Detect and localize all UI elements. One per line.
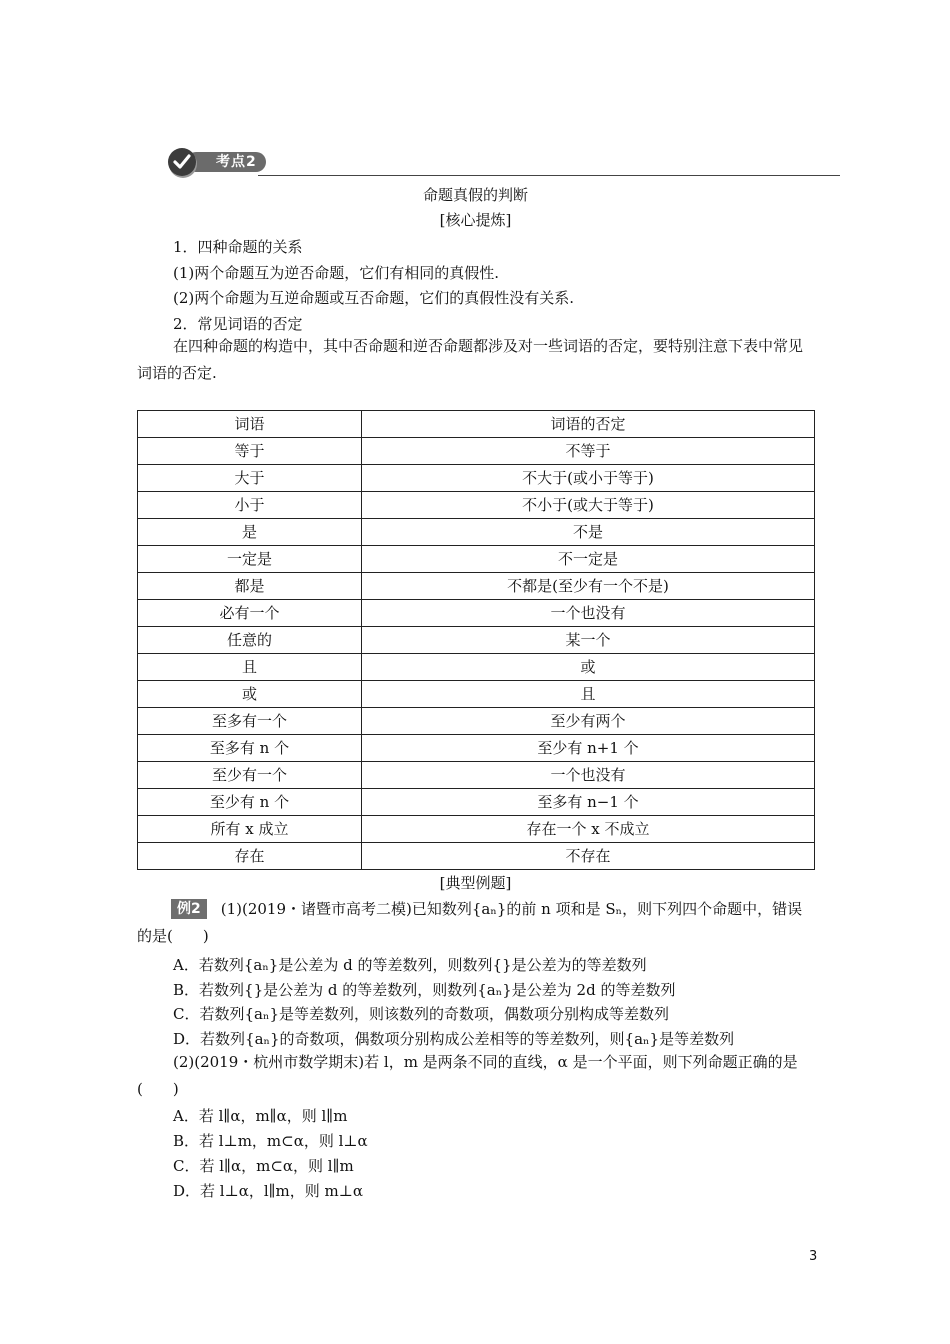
term-cell: 都是 (138, 573, 362, 600)
term-cell: 至少有一个 (138, 762, 362, 789)
negation-cell: 不小于(或大于等于) (362, 492, 815, 519)
term-cell: 小于 (138, 492, 362, 519)
negation-cell: 不是 (362, 519, 815, 546)
term-cell: 存在 (138, 843, 362, 870)
q2-option-b: B．若 l⊥m，m⊂α，则 l⊥α (173, 1132, 368, 1150)
negation-cell: 且 (362, 681, 815, 708)
table-row (138, 573, 815, 600)
point-1: 1．四种命题的关系 (173, 238, 303, 256)
table-row (138, 708, 815, 735)
table-row (138, 627, 815, 654)
term-cell: 是 (138, 519, 362, 546)
negation-cell: 不存在 (362, 843, 815, 870)
badge-label: 考点2 (186, 152, 266, 172)
term-cell: 或 (138, 681, 362, 708)
q1-option-c: C．若数列{aₙ}是等差数列，则该数列的奇数项，偶数项分别构成等差数列 (173, 1005, 669, 1023)
term-cell: 大于 (138, 465, 362, 492)
negation-cell: 不一定是 (362, 546, 815, 573)
table-header-row (138, 411, 815, 438)
table-row (138, 762, 815, 789)
table-row (138, 816, 815, 843)
q1-intro-text: (1)(2019・诸暨市高考二模)已知数列{aₙ}的前 n 项和是 Sₙ，则下列四个命题中，错误的是( ) (137, 900, 803, 945)
negation-table (137, 410, 815, 870)
negation-cell: 或 (362, 654, 815, 681)
sub-title: [核心提炼] (439, 211, 512, 229)
q2-intro: (2)(2019・杭州市数学期末)若 l，m 是两条不同的直线，α 是一个平面，则下列命题正确的是( ) (137, 1053, 798, 1098)
q1-option-d: D．若数列{aₙ}的奇数项，偶数项分别构成公差相等的等差数列，则{aₙ}是等差数列 (173, 1030, 735, 1048)
negation-cell: 某一个 (362, 627, 815, 654)
negation-cell: 至多有 n−1 个 (362, 789, 815, 816)
point-2: 2．常见词语的否定 (173, 315, 303, 333)
term-cell: 任意的 (138, 627, 362, 654)
table-header: 词语的否定 (362, 411, 815, 438)
q2-option-d: D．若 l⊥α，l∥m，则 m⊥α (173, 1182, 364, 1200)
q2-option-c: C．若 l∥α，m⊂α，则 l∥m (173, 1157, 354, 1175)
point-1a: (1)两个命题互为逆否命题，它们有相同的真假性. (173, 264, 500, 282)
term-cell: 至少有 n 个 (138, 789, 362, 816)
table-row (138, 681, 815, 708)
negation-cell: 至少有 n+1 个 (362, 735, 815, 762)
section-title: 命题真假的判断 (422, 186, 528, 204)
term-cell: 所有 x 成立 (138, 816, 362, 843)
q2-option-a: A．若 l∥α，m∥α，则 l∥m (173, 1107, 348, 1125)
term-cell: 必有一个 (138, 600, 362, 627)
table-row (138, 843, 815, 870)
negation-cell: 不大于(或小于等于) (362, 465, 815, 492)
q1-option-a: A．若数列{aₙ}是公差为 d 的等差数列，则数列{}是公差为的等差数列 (173, 956, 647, 974)
term-cell: 至多有一个 (138, 708, 362, 735)
table-row (138, 735, 815, 762)
negation-cell: 至少有两个 (362, 708, 815, 735)
negation-cell: 不等于 (362, 438, 815, 465)
table-header: 词语 (138, 411, 362, 438)
example-q1-intro (137, 896, 817, 950)
point-1b: (2)两个命题为互逆命题或互否命题，它们的真假性没有关系. (173, 289, 575, 307)
table-row (138, 789, 815, 816)
negation-cell: 一个也没有 (362, 600, 815, 627)
term-cell: 等于 (138, 438, 362, 465)
table-row (138, 492, 815, 519)
term-cell: 且 (138, 654, 362, 681)
negation-cell: 不都是(至少有一个不是) (362, 573, 815, 600)
table-row (138, 600, 815, 627)
example-label: 例2 (171, 899, 207, 919)
table-row (138, 519, 815, 546)
table-row (138, 438, 815, 465)
table-row (138, 654, 815, 681)
check-icon (168, 148, 196, 176)
negation-cell: 一个也没有 (362, 762, 815, 789)
negation-cell: 存在一个 x 不成立 (362, 816, 815, 843)
term-cell: 一定是 (138, 546, 362, 573)
table-row (138, 465, 815, 492)
term-cell: 至多有 n 个 (138, 735, 362, 762)
point-2-text: 在四种命题的构造中，其中否命题和逆否命题都涉及对一些词语的否定，要特别注意下表中常见词语的否定. (137, 337, 804, 382)
badge-rule (258, 175, 840, 176)
section-badge (168, 148, 840, 178)
examples-title: [典型例题] (439, 874, 512, 892)
page-number: 3 (809, 1249, 818, 1264)
table-row (138, 546, 815, 573)
q1-option-b: B．若数列{}是公差为 d 的等差数列，则数列{aₙ}是公差为 2d 的等差数列 (173, 981, 676, 999)
